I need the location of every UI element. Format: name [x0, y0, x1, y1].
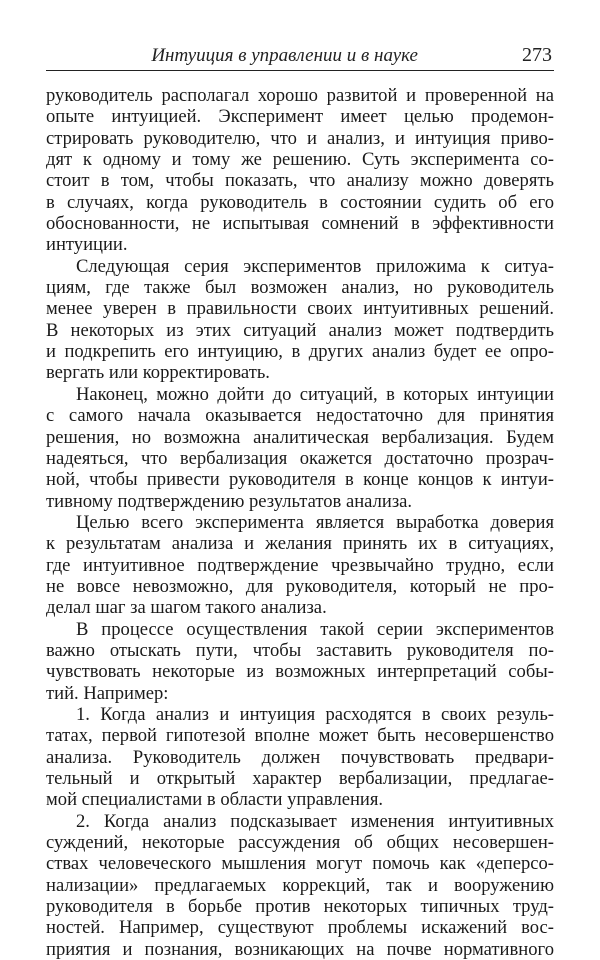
text-line: стрировать руководителю, что и анализ, и интуиция приво-: [46, 127, 554, 149]
text-line: менее уверен в правильности своих интуитивных решений.: [46, 298, 554, 320]
text-line: вергать или корректировать.: [46, 362, 270, 384]
text-line: тий. Например:: [46, 682, 169, 704]
paragraph: [46, 704, 554, 811]
text-line: В некоторых из этих ситуаций анализ может подтвердить: [46, 319, 554, 341]
text-line: стоит в том, чтобы показать, что анализу можно доверять: [46, 170, 554, 192]
text-line: анализа. Руководитель должен почувствовать предвари-: [46, 746, 554, 768]
paragraph: [46, 85, 554, 256]
text-line: обоснованности, не испытывая сомнений в эффективности: [46, 213, 554, 235]
text-line: суждений, некоторые рассуждения об общих несовершен-: [46, 832, 554, 854]
text-line: делал шаг за шагом такого анализа.: [46, 597, 327, 619]
text-line: чувствовать некоторые из возможных интерпретаций собы-: [46, 661, 554, 683]
text-line: тивному подтверждению результатов анализа.: [46, 490, 413, 512]
text-line: татах, первой гипотезой вполне может быть несовершенство: [46, 725, 554, 747]
text-line: к результатам анализа и желания принять их в ситуациях,: [46, 533, 554, 555]
running-title: Интуиция в управлении и в науке: [151, 45, 418, 66]
text-line: циям, где также был возможен анализ, но руководитель: [46, 277, 554, 299]
paragraph: [46, 619, 554, 704]
text-line: Следующая серия экспериментов приложима к ситуа-: [76, 255, 554, 277]
text-line: важно отыскать пути, чтобы заставить руководителя по-: [46, 639, 554, 661]
body-text: [46, 85, 554, 960]
text-line: не вовсе невозможно, для руководителя, который не про-: [46, 575, 554, 597]
text-line: В процессе осуществления такой серии экспериментов: [76, 618, 554, 640]
text-line: ной, чтобы привести руководителя в конце концов к интуи-: [46, 469, 554, 491]
text-line: тельный и открытый характер вербализации, предлагае-: [46, 768, 554, 789]
text-line: 2. Когда анализ подсказывает изменения интуитивных: [76, 810, 554, 832]
text-line: Целью всего эксперимента является выработка доверия: [76, 511, 554, 533]
paragraph: [46, 384, 554, 512]
text-line: 1. Когда анализ и интуиция расходятся в своих резуль-: [76, 703, 554, 725]
text-line: интуиции.: [46, 234, 128, 256]
text-line: руководитель располагал хорошо развитой и проверенной на: [46, 85, 554, 106]
page-number: 273: [522, 44, 552, 66]
text-line: надеяться, что вербализация окажется достаточно прозрач-: [46, 447, 554, 469]
text-line: в случаях, когда руководитель в состоянии судить об его: [46, 191, 554, 213]
text-line: и подкрепить его интуицию, в других анализ будет ее опро-: [46, 341, 554, 363]
text-line: ствах человеческого мышления могут помочь как «деперсо-: [46, 853, 554, 875]
running-header: [46, 40, 554, 71]
text-line: мой специалистами в области управления.: [46, 789, 384, 811]
paragraph: [46, 256, 554, 384]
text-line: приятия и познания, возникающих на почве нормативного: [46, 938, 554, 960]
paragraph: [46, 512, 554, 619]
text-line: с самого начала оказывается недостаточно для принятия: [46, 405, 554, 427]
text-line: решения, но возможна аналитическая вербализация. Будем: [46, 426, 554, 448]
text-line: где интуитивное подтверждение чрезвычайно трудно, если: [46, 554, 554, 576]
text-line: нализации» предлагаемых коррекций, так и вооружению: [46, 874, 554, 896]
text-line: дят к одному и тому же решению. Суть эксперимента со-: [46, 149, 554, 171]
text-line: Наконец, можно дойти до ситуаций, в которых интуиции: [76, 383, 554, 405]
text-line: ностей. Например, существуют проблемы искажений вос-: [46, 917, 554, 939]
text-line: руководителя в борьбе против некоторых типичных труд-: [46, 896, 554, 918]
paragraph: [46, 811, 554, 960]
text-line: опыте интуицией. Эксперимент имеет целью продемон-: [46, 106, 554, 128]
